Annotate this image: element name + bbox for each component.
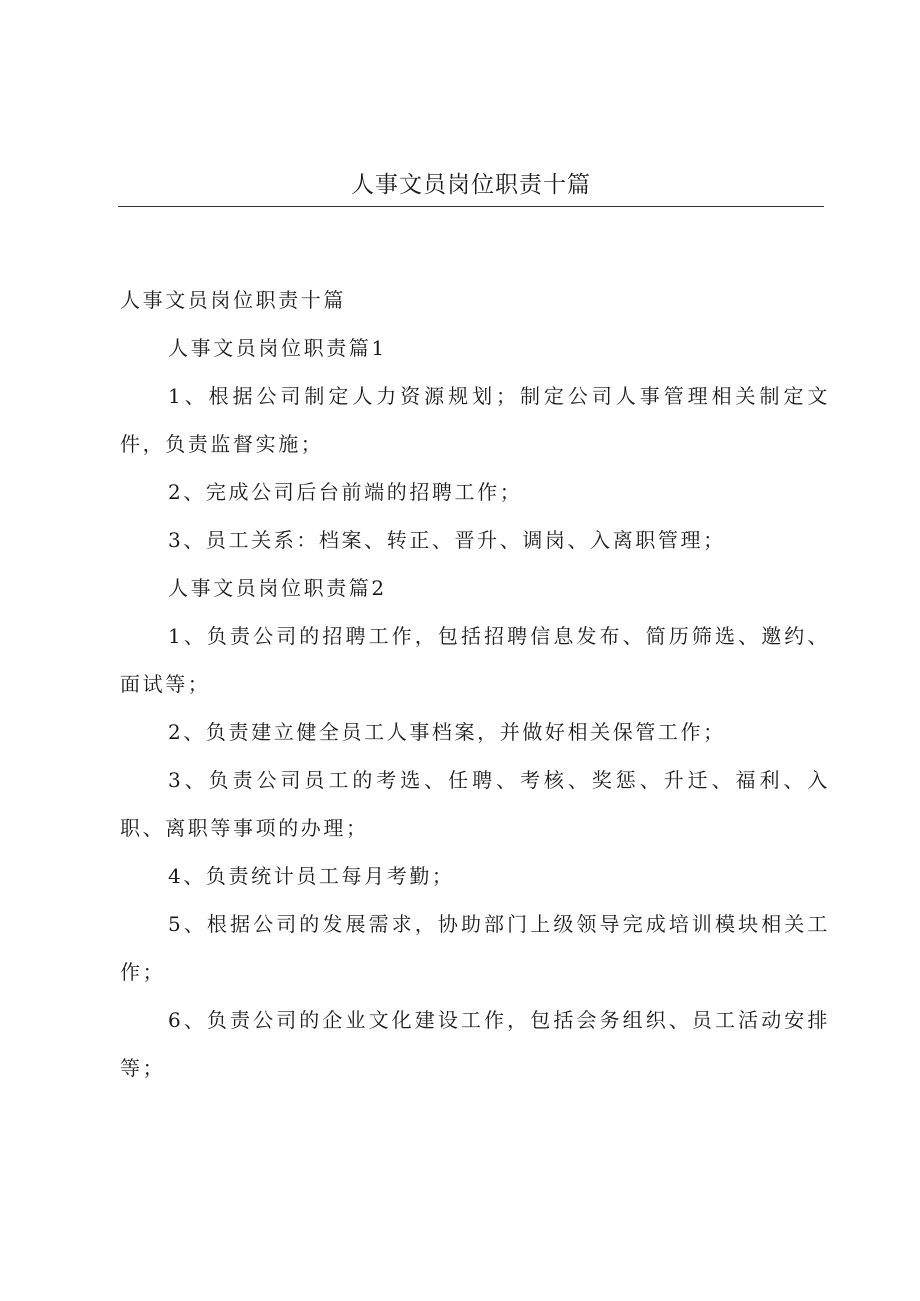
duty-item: 6、负责公司的企业文化建设工作，包括会务组织、员工活动安排等； [120, 1008, 830, 1080]
duty-item: 2、完成公司后台前端的招聘工作； [168, 480, 523, 504]
document-lead-title: 人事文员岗位职责十篇 [120, 288, 346, 312]
section-heading: 人事文员岗位职责篇1 [168, 336, 387, 360]
duty-item: 2、负责建立健全员工人事档案，并做好相关保管工作； [168, 720, 726, 744]
duty-item: 5、根据公司的发展需求，协助部门上级领导完成培训模块相关工作； [120, 912, 830, 984]
section-heading: 人事文员岗位职责篇2 [168, 576, 387, 600]
duty-item: 3、员工关系：档案、转正、晋升、调岗、入离职管理； [168, 528, 726, 552]
duty-item: 4、负责统计员工每月考勤； [168, 864, 455, 888]
duty-item: 3、负责公司员工的考选、任聘、考核、奖惩、升迁、福利、入职、离职等事项的办理； [120, 768, 830, 840]
page-title: 人事文员岗位职责十篇 [351, 172, 591, 198]
duty-item: 1、根据公司制定人力资源规划；制定公司人事管理相关制定文件，负责监督实施； [120, 384, 830, 456]
duty-item: 1、负责公司的招聘工作，包括招聘信息发布、简历筛选、邀约、面试等； [120, 624, 830, 696]
page-header [118, 168, 824, 207]
document-body [120, 276, 830, 1092]
